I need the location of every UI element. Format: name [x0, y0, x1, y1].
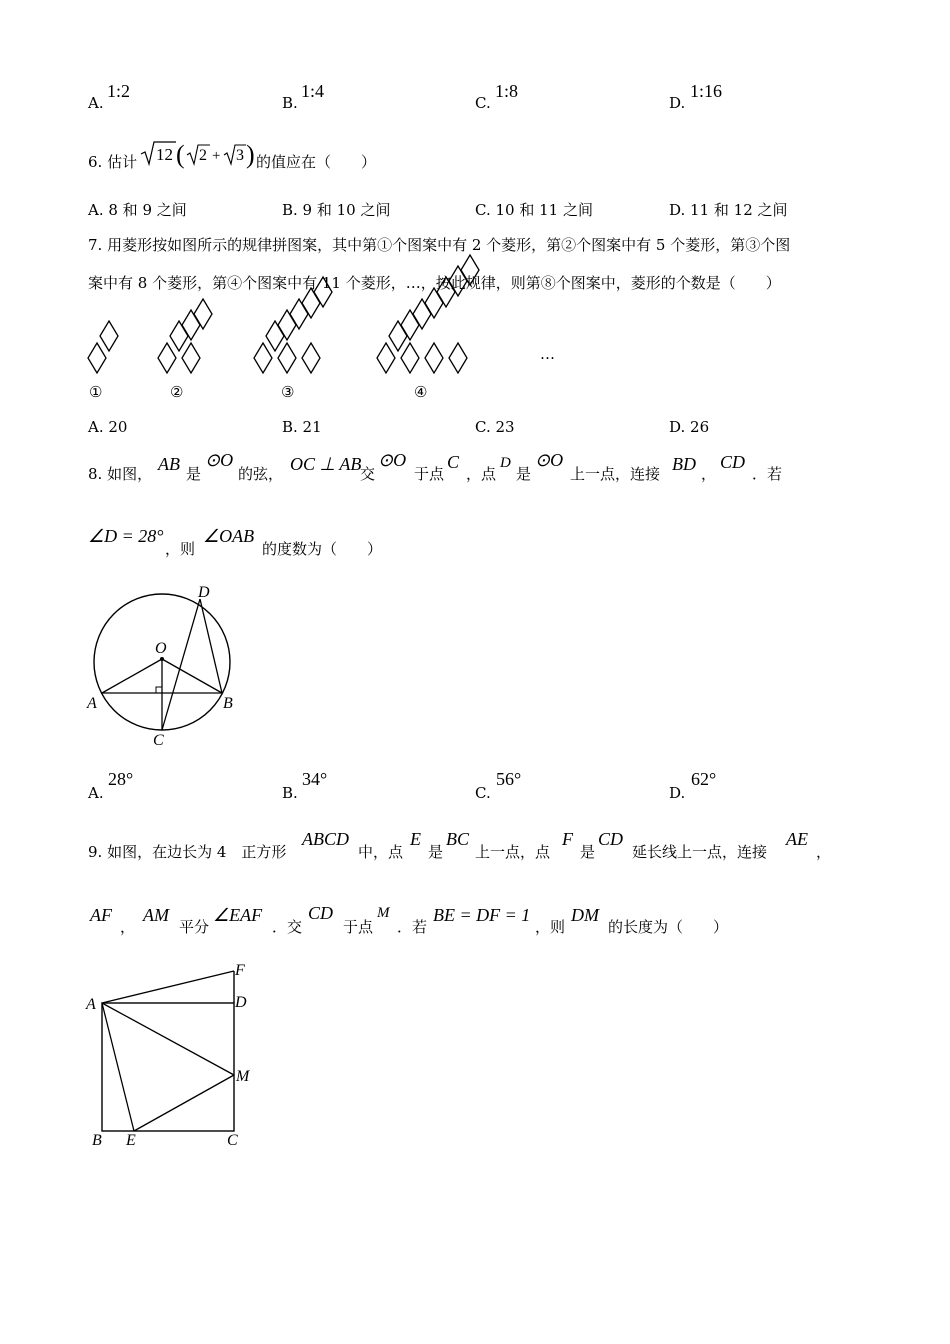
q5-option-a-label: A. — [88, 94, 104, 112]
svg-text:(: ( — [176, 140, 185, 169]
fig-label-a: A — [87, 695, 97, 712]
q7-line-2: 案中有 8 个菱形，第④个图案中有 11 个菱形，…，按此规律，则第⑧个图案中，菱形的个数是（ ） — [88, 274, 781, 292]
q7-figure-label-2: ② — [170, 383, 184, 401]
q5-option-c-label: C. — [475, 94, 491, 112]
q9-jiao: ．交 — [272, 918, 303, 936]
q8-number: 8. 如图， — [88, 465, 153, 483]
q8-oc-perp-ab: OC ⊥ AB — [290, 454, 362, 474]
q7-figure-label-4: ④ — [414, 383, 428, 401]
fig-label-b: B — [223, 695, 233, 712]
q8-dian: ，点 — [466, 465, 497, 483]
q9-ruo: ．若 — [397, 918, 428, 936]
rhombus-shape — [389, 321, 407, 351]
q8-cd: CD — [720, 452, 746, 472]
q9-abcd: ABCD — [302, 829, 349, 849]
q8-point-c: C — [447, 452, 460, 472]
segment-cd — [162, 599, 200, 730]
rhombus-shape — [425, 288, 443, 318]
rhombus-shape — [302, 343, 320, 373]
q8-angle-d: ∠D = 28° — [88, 526, 164, 546]
q6-suffix: 的值应在（ ） — [256, 153, 377, 171]
q9-yudian: 于点 — [343, 918, 374, 936]
q8-angle-oab: ∠OAB — [203, 526, 255, 546]
rhombus-shape — [401, 343, 419, 373]
q9-ae: AE — [786, 829, 808, 849]
fig-label-o: O — [155, 640, 167, 657]
q6-plus: + — [212, 148, 221, 164]
rhombus-shape — [449, 343, 467, 373]
segment-ob — [162, 659, 222, 693]
q6-sqrt3: 3 — [236, 147, 244, 164]
q9-shi-1: 是 — [428, 843, 444, 861]
segment-am — [102, 1003, 234, 1075]
q8-jiao: 交 — [360, 465, 376, 483]
q9-af: AF — [90, 905, 112, 925]
q6-option-d: D. 11 和 12 之间 — [669, 201, 788, 219]
q7-rhombus-patterns — [80, 300, 560, 390]
q9-angle-eaf: ∠EAF — [213, 905, 263, 925]
rhombus-shape — [266, 321, 284, 351]
q9-ze: ，则 — [535, 918, 566, 936]
segment-em — [134, 1075, 234, 1131]
q8-de-xian: 的弦， — [238, 465, 284, 483]
q9-cd: CD — [598, 829, 624, 849]
rhombus-shape — [158, 343, 176, 373]
fig-label-m: M — [236, 1068, 250, 1085]
q8-option-d-label: D. — [669, 784, 686, 802]
q9-point-f: F — [562, 829, 573, 849]
rhombus-shape — [170, 321, 188, 351]
q8-option-c-label: C. — [475, 784, 491, 802]
rhombus-shape — [302, 288, 320, 318]
q8-question: 的度数为（ ） — [262, 540, 383, 558]
q5-option-b-label: B. — [282, 94, 298, 112]
q8-yu-dian: 于点 — [414, 465, 445, 483]
q5-option-d-value: 1:16 — [690, 81, 723, 101]
q9-cd-2: CD — [308, 903, 334, 923]
q7-figure-label-3: ③ — [281, 383, 295, 401]
q6-expression — [140, 140, 255, 170]
fig-label-e: E — [126, 1132, 136, 1149]
q8-point-d: D — [500, 455, 511, 471]
center-point — [160, 657, 164, 661]
q6-prefix: 6. 估计 — [88, 153, 138, 171]
segment-bd — [200, 599, 222, 693]
q8-ab: AB — [158, 454, 180, 474]
q8-shi-2: 是 — [516, 465, 532, 483]
q8-circle-o-1: ⊙O — [205, 450, 234, 470]
q9-zhong: 中，点 — [358, 843, 404, 861]
rhombus-shape — [100, 321, 118, 351]
rhombus-shape — [401, 310, 419, 340]
rhombus-shape — [88, 343, 106, 373]
right-angle-mark — [156, 687, 162, 693]
q9-yanchang: 延长线上一点，连接 — [632, 843, 768, 861]
segment-oa — [102, 659, 162, 693]
q8-circle-o-2: ⊙O — [378, 450, 407, 470]
q7-ellipsis: … — [540, 345, 555, 363]
q5-option-a-value: 1:2 — [107, 81, 131, 101]
q8-option-c-value: 56° — [496, 769, 522, 789]
fig-label-d: D — [235, 994, 247, 1011]
q6-sqrt12: 12 — [156, 145, 173, 164]
q9-be-df: BE = DF = 1 — [433, 905, 531, 925]
q9-comma-2: ， — [120, 918, 136, 936]
q9-comma-1: ， — [816, 843, 832, 861]
rhombus-shape — [413, 299, 431, 329]
q9-dm: DM — [571, 905, 599, 925]
q7-line-1: 7. 用菱形按如图所示的规律拼图案，其中第①个图案中有 2 个菱形，第②个图案中有 5 个菱形，第③个图 — [88, 236, 791, 254]
rhombus-shape — [278, 343, 296, 373]
q8-option-b-value: 34° — [302, 769, 328, 789]
segment-af — [102, 971, 234, 1003]
q8-option-b-label: B. — [282, 784, 298, 802]
q8-shang: 上一点，连接 — [570, 465, 661, 483]
fig-label-c: C — [227, 1132, 238, 1149]
q7-option-c: C. 23 — [475, 418, 515, 436]
q9-point-m: M — [377, 905, 390, 921]
q6-option-a: A. 8 和 9 之间 — [88, 201, 187, 219]
q8-ze: ，则 — [165, 540, 196, 558]
rhombus-shape — [182, 310, 200, 340]
q9-shang-1: 上一点，点 — [475, 843, 551, 861]
q8-circle-figure — [80, 580, 250, 755]
q8-option-a-value: 28° — [108, 769, 134, 789]
q9-bc: BC — [446, 829, 470, 849]
rhombus-shape — [194, 299, 212, 329]
svg-text:): ) — [246, 140, 255, 169]
q5-option-b-value: 1:4 — [301, 81, 325, 101]
q8-bd: BD — [672, 454, 696, 474]
q9-question: 的长度为（ ） — [608, 918, 729, 936]
q8-dun: ， — [701, 465, 717, 483]
fig-label-d: D — [198, 584, 210, 601]
q9-square-figure — [80, 955, 270, 1160]
q5-option-c-value: 1:8 — [495, 81, 519, 101]
rhombus-shape — [377, 343, 395, 373]
q7-option-b: B. 21 — [282, 418, 322, 436]
q9-shi-2: 是 — [580, 843, 596, 861]
fig-label-c: C — [153, 732, 164, 749]
q6-option-b: B. 9 和 10 之间 — [282, 201, 391, 219]
rhombus-shape — [290, 299, 308, 329]
q8-circle-o-3: ⊙O — [535, 450, 564, 470]
rhombus-shape — [278, 310, 296, 340]
q6-option-c: C. 10 和 11 之间 — [475, 201, 593, 219]
segment-ae — [102, 1003, 134, 1131]
fig-label-f: F — [235, 962, 245, 979]
q8-shi-1: 是 — [186, 465, 202, 483]
fig-label-b: B — [92, 1132, 102, 1149]
rhombus-shape — [254, 343, 272, 373]
q8-option-d-value: 62° — [691, 769, 717, 789]
q9-pingfen: 平分 — [179, 918, 210, 936]
rhombus-shape — [182, 343, 200, 373]
q9-number: 9. 如图，在边长为 4 正方形 — [88, 843, 287, 861]
q7-figure-label-1: ① — [89, 383, 103, 401]
rhombus-shape — [425, 343, 443, 373]
q7-option-a: A. 20 — [88, 418, 128, 436]
fig-label-a: A — [86, 996, 96, 1013]
q5-option-d-label: D. — [669, 94, 686, 112]
q8-ruo: ．若 — [752, 465, 783, 483]
q8-option-a-label: A. — [88, 784, 104, 802]
q6-sqrt2: 2 — [199, 147, 207, 164]
q9-am: AM — [143, 905, 169, 925]
q7-option-d: D. 26 — [669, 418, 710, 436]
q9-point-e: E — [410, 829, 421, 849]
